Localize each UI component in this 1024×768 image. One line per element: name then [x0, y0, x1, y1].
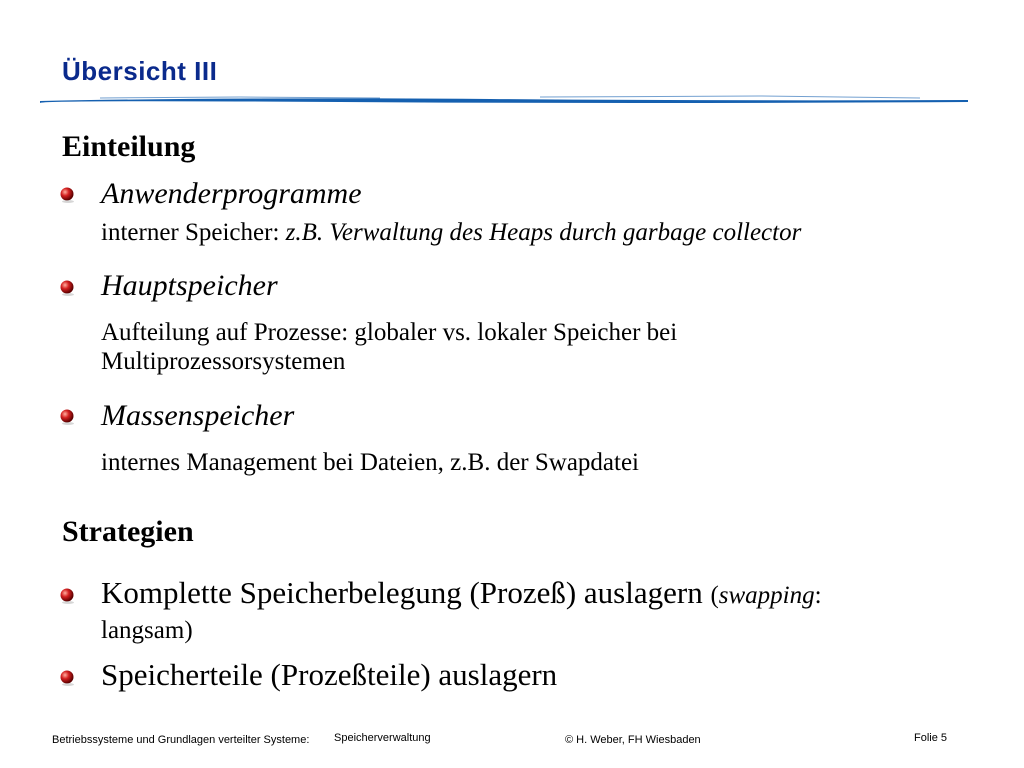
sub-italic-text: z.B. Verwaltung des Heaps durch garbage collector: [285, 219, 802, 246]
strategy-partial-swapping: Speicherteile (Prozeßteile) auslagern: [101, 657, 558, 692]
item-sub-massenspeicher: internes Management bei Dateien, z.B. der Swapdatei: [101, 449, 640, 476]
item-sub-hauptspeicher-line1: Aufteilung auf Prozesse: globaler vs. lokaler Speicher bei: [101, 319, 678, 346]
title-underline: [40, 93, 970, 107]
bullet-ball-icon: [60, 588, 76, 604]
item-sub-anwenderprogramme: [101, 218, 801, 247]
strategy-swapping: [101, 575, 822, 611]
footer-topic: Speicherverwaltung: [334, 732, 431, 744]
section-heading-einteilung: Einteilung: [62, 130, 196, 163]
footer-course: Betriebssysteme und Grundlagen verteilter Systeme:: [52, 734, 310, 746]
bullet-ball-icon: [60, 280, 76, 296]
strategy-text: Komplette Speicherbelegung (Prozeß) auslagern: [101, 575, 711, 610]
footer-author: © H. Weber, FH Wiesbaden: [565, 734, 701, 746]
bullet-ball-icon: [60, 670, 76, 686]
section-heading-strategien: Strategien: [62, 515, 194, 548]
bullet-ball-icon: [60, 409, 76, 425]
paren-rest: :: [814, 582, 822, 609]
item-title-massenspeicher: Massenspeicher: [101, 399, 295, 432]
strategy-paren: [710, 582, 821, 609]
paren-open: (: [710, 582, 719, 609]
paren-italic: swapping: [718, 582, 815, 609]
item-title-anwenderprogramme: Anwenderprogramme: [101, 177, 362, 210]
sub-plain-text: interner Speicher:: [101, 219, 286, 246]
slide-title: Übersicht III: [62, 56, 218, 86]
item-sub-hauptspeicher-line2: Multiprozessorsystemen: [101, 348, 346, 375]
bullet-ball-icon: [60, 187, 76, 203]
item-title-hauptspeicher: Hauptspeicher: [101, 269, 278, 302]
strategy-swapping-line2: langsam): [101, 617, 193, 644]
footer-slide-number: Folie 5: [914, 732, 948, 744]
